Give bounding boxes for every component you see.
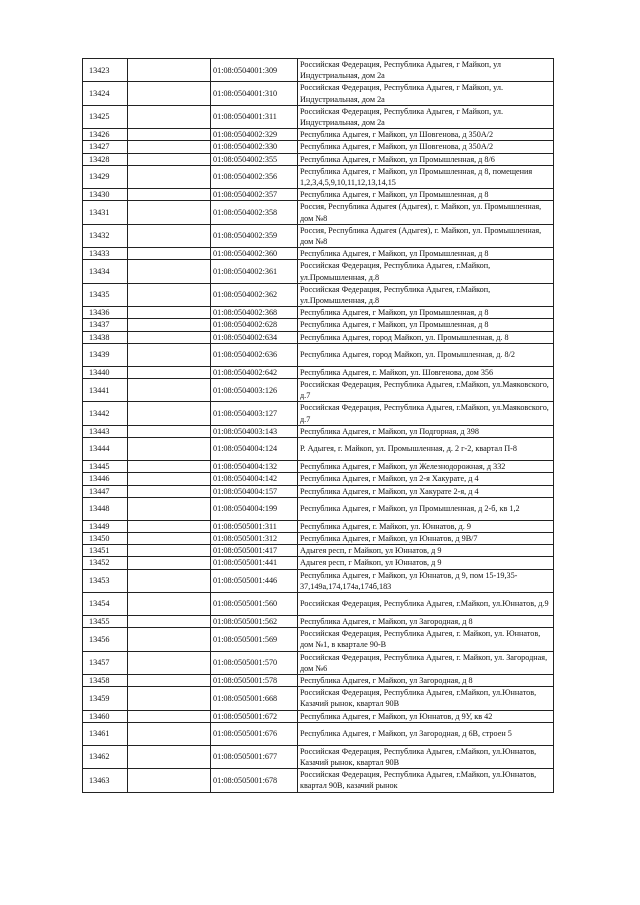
- table-row: [83, 569, 554, 592]
- blank-cell: [128, 557, 211, 569]
- table-row: [83, 497, 554, 520]
- blank-cell: [128, 497, 211, 520]
- blank-cell: [128, 674, 211, 686]
- address-cell: Республика Адыгея, г Майкоп, ул Загородная, д 6В, строен 5: [298, 722, 554, 745]
- address-cell: Российская Федерация, Республика Адыгея, г.Майкоп, ул.Юннатов, Казачий рынок, квартал 90В: [298, 745, 554, 768]
- blank-cell: [128, 248, 211, 260]
- row-number: 13458: [83, 674, 128, 686]
- address-cell: Республика Адыгея, г Майкоп, ул Шовгенова, д 350А/2: [298, 129, 554, 141]
- cadastral-number: 01:08:0505001:312: [211, 532, 298, 544]
- table-row: [83, 319, 554, 331]
- address-cell: Адыгея респ, г Майкоп, ул Юннатов, д 9: [298, 545, 554, 557]
- blank-cell: [128, 165, 211, 188]
- address-cell: Республика Адыгея, г Майкоп, ул Промышленная, д 8: [298, 189, 554, 201]
- blank-cell: [128, 402, 211, 425]
- address-cell: Россия, Республика Адыгея (Адыгея), г. Майкоп, ул. Промышленная, дом №8: [298, 224, 554, 247]
- address-cell: Республика Адыгея, г. Майкоп, ул. Шовгенова, дом 356: [298, 366, 554, 378]
- row-number: 13456: [83, 628, 128, 651]
- address-cell: Российская Федерация, Республика Адыгея, г.Майкоп, ул.Промышленная, д.8: [298, 283, 554, 306]
- row-number: 13424: [83, 82, 128, 105]
- row-number: 13440: [83, 366, 128, 378]
- table-row: [83, 615, 554, 627]
- row-number: 13451: [83, 545, 128, 557]
- table-row: [83, 402, 554, 425]
- blank-cell: [128, 722, 211, 745]
- cadastral-number: 01:08:0505001:446: [211, 569, 298, 592]
- cadastral-number: 01:08:0504002:636: [211, 343, 298, 366]
- cadastral-number: 01:08:0504002:362: [211, 283, 298, 306]
- row-number: 13450: [83, 532, 128, 544]
- table-row: [83, 105, 554, 128]
- table-row: [83, 557, 554, 569]
- address-cell: Республика Адыгея, город Майкоп, ул. Промышленная, д. 8: [298, 331, 554, 343]
- row-number: 13437: [83, 319, 128, 331]
- address-cell: Российская Федерация, Республика Адыгея, г. Майкоп, ул. Загородная, дом №6: [298, 651, 554, 674]
- address-cell: Республика Адыгея, г Майкоп, ул Юннатов, д 9В/7: [298, 532, 554, 544]
- table-row: [83, 82, 554, 105]
- blank-cell: [128, 545, 211, 557]
- cadastral-number: 01:08:0504002:359: [211, 224, 298, 247]
- table-row: [83, 129, 554, 141]
- row-number: 13426: [83, 129, 128, 141]
- table-row: [83, 473, 554, 485]
- row-number: 13457: [83, 651, 128, 674]
- table-row: [83, 224, 554, 247]
- cadastral-number: 01:08:0505001:668: [211, 687, 298, 710]
- blank-cell: [128, 201, 211, 224]
- table-row: [83, 592, 554, 615]
- row-number: 13453: [83, 569, 128, 592]
- cadastral-number: 01:08:0504002:356: [211, 165, 298, 188]
- blank-cell: [128, 520, 211, 532]
- blank-cell: [128, 260, 211, 283]
- blank-cell: [128, 687, 211, 710]
- address-cell: Р. Адыгея, г. Майкоп, ул. Промышленная, д. 2 г-2, квартал П-8: [298, 438, 554, 461]
- row-number: 13463: [83, 769, 128, 792]
- row-number: 13455: [83, 615, 128, 627]
- address-cell: Российская Федерация, Республика Адыгея, г.Майкоп, ул.Юннатов, Казачий рынок, квартал 90В: [298, 687, 554, 710]
- row-number: 13452: [83, 557, 128, 569]
- blank-cell: [128, 224, 211, 247]
- table-row: [83, 687, 554, 710]
- row-number: 13425: [83, 105, 128, 128]
- cadastral-number: 01:08:0505001:678: [211, 769, 298, 792]
- table-row: [83, 769, 554, 792]
- blank-cell: [128, 485, 211, 497]
- address-cell: Российская Федерация, Республика Адыгея, г.Майкоп, ул.Маяковского, д.7: [298, 402, 554, 425]
- row-number: 13446: [83, 473, 128, 485]
- cadastral-number: 01:08:0504002:355: [211, 153, 298, 165]
- table-row: [83, 438, 554, 461]
- row-number: 13435: [83, 283, 128, 306]
- table-row: [83, 485, 554, 497]
- blank-cell: [128, 569, 211, 592]
- address-cell: Республика Адыгея, г Майкоп, ул Промышленная, д 8: [298, 307, 554, 319]
- blank-cell: [128, 189, 211, 201]
- row-number: 13461: [83, 722, 128, 745]
- address-cell: Республика Адыгея, г. Майкоп, ул. Юннатов, д. 9: [298, 520, 554, 532]
- row-number: 13447: [83, 485, 128, 497]
- address-cell: Республика Адыгея, г Майкоп, ул Промышленная, д 8/6: [298, 153, 554, 165]
- cadastral-number: 01:08:0504002:360: [211, 248, 298, 260]
- row-number: 13460: [83, 710, 128, 722]
- row-number: 13443: [83, 425, 128, 437]
- cadastral-number: 01:08:0504003:127: [211, 402, 298, 425]
- row-number: 13432: [83, 224, 128, 247]
- cadastral-number: 01:08:0505001:672: [211, 710, 298, 722]
- table-row: [83, 745, 554, 768]
- table-row: [83, 674, 554, 686]
- cadastral-number: 01:08:0504002:361: [211, 260, 298, 283]
- table-row: [83, 366, 554, 378]
- address-cell: Республика Адыгея, г Майкоп, ул Шовгенова, д 350А/2: [298, 141, 554, 153]
- blank-cell: [128, 319, 211, 331]
- cadastral-number: 01:08:0504002:368: [211, 307, 298, 319]
- address-cell: Республика Адыгея, г Майкоп, ул Загородная, д 8: [298, 615, 554, 627]
- cadastral-number: 01:08:0504004:132: [211, 461, 298, 473]
- cadastral-number: 01:08:0504004:199: [211, 497, 298, 520]
- cadastral-number: 01:08:0505001:677: [211, 745, 298, 768]
- blank-cell: [128, 105, 211, 128]
- address-cell: Республика Адыгея, г Майкоп, ул Промышленная, д 8: [298, 248, 554, 260]
- address-cell: Республика Адыгея, г Майкоп, ул 2-я Хакурате, д 4: [298, 473, 554, 485]
- cadastral-number: 01:08:0505001:562: [211, 615, 298, 627]
- address-cell: Российская Федерация, Республика Адыгея, г.Майкоп, ул.Маяковского, д.7: [298, 379, 554, 402]
- table-row: [83, 520, 554, 532]
- row-number: 13428: [83, 153, 128, 165]
- row-number: 13448: [83, 497, 128, 520]
- table-row: [83, 189, 554, 201]
- blank-cell: [128, 59, 211, 82]
- row-number: 13436: [83, 307, 128, 319]
- address-cell: Россия, Республика Адыгея (Адыгея), г. Майкоп, ул. Промышленная, дом №8: [298, 201, 554, 224]
- blank-cell: [128, 307, 211, 319]
- cadastral-number: 01:08:0504004:124: [211, 438, 298, 461]
- row-number: 13445: [83, 461, 128, 473]
- row-number: 13431: [83, 201, 128, 224]
- table-row: [83, 628, 554, 651]
- address-cell: Российская Федерация, Республика Адыгея, г Майкоп, ул Индустриальная, дом 2а: [298, 59, 554, 82]
- table-body: [83, 59, 554, 793]
- cadastral-number: 01:08:0504001:310: [211, 82, 298, 105]
- cadastral-number: 01:08:0505001:578: [211, 674, 298, 686]
- document-page: [82, 58, 554, 793]
- row-number: 13444: [83, 438, 128, 461]
- table-row: [83, 343, 554, 366]
- row-number: 13433: [83, 248, 128, 260]
- cadastral-number: 01:08:0505001:441: [211, 557, 298, 569]
- row-number: 13434: [83, 260, 128, 283]
- row-number: 13438: [83, 331, 128, 343]
- address-cell: Российская Федерация, Республика Адыгея, г.Майкоп, ул.Промышленная, д.8: [298, 260, 554, 283]
- cadastral-number: 01:08:0504002:330: [211, 141, 298, 153]
- row-number: 13462: [83, 745, 128, 768]
- cadastral-number: 01:08:0504003:143: [211, 425, 298, 437]
- address-cell: Российская Федерация, Республика Адыгея, г.Майкоп, ул.Юннатов, д.9: [298, 592, 554, 615]
- cadastral-number: 01:08:0504001:309: [211, 59, 298, 82]
- table-row: [83, 331, 554, 343]
- blank-cell: [128, 628, 211, 651]
- table-row: [83, 545, 554, 557]
- blank-cell: [128, 379, 211, 402]
- row-number: 13449: [83, 520, 128, 532]
- blank-cell: [128, 592, 211, 615]
- blank-cell: [128, 331, 211, 343]
- cadastral-number: 01:08:0505001:570: [211, 651, 298, 674]
- row-number: 13441: [83, 379, 128, 402]
- address-cell: Республика Адыгея, г Майкоп, ул Промышленная, д 8: [298, 319, 554, 331]
- blank-cell: [128, 745, 211, 768]
- property-register-table: [82, 58, 554, 793]
- address-cell: Республика Адыгея, г Майкоп, ул Подгорная, д 398: [298, 425, 554, 437]
- address-cell: Российская Федерация, Республика Адыгея, г. Майкоп, ул. Юннатов, дом №1, в квартале 90-В: [298, 628, 554, 651]
- address-cell: Российская Федерация, Республика Адыгея, г.Майкоп, ул.Юннатов, квартал 90В, казачий рынок: [298, 769, 554, 792]
- row-number: 13430: [83, 189, 128, 201]
- cadastral-number: 01:08:0505001:311: [211, 520, 298, 532]
- blank-cell: [128, 438, 211, 461]
- table-row: [83, 307, 554, 319]
- table-row: [83, 153, 554, 165]
- row-number: 13459: [83, 687, 128, 710]
- table-row: [83, 379, 554, 402]
- cadastral-number: 01:08:0505001:569: [211, 628, 298, 651]
- cadastral-number: 01:08:0504002:634: [211, 331, 298, 343]
- table-row: [83, 425, 554, 437]
- table-row: [83, 260, 554, 283]
- row-number: 13427: [83, 141, 128, 153]
- table-row: [83, 710, 554, 722]
- cadastral-number: 01:08:0505001:560: [211, 592, 298, 615]
- blank-cell: [128, 710, 211, 722]
- cadastral-number: 01:08:0504002:628: [211, 319, 298, 331]
- row-number: 13442: [83, 402, 128, 425]
- blank-cell: [128, 615, 211, 627]
- cadastral-number: 01:08:0504004:142: [211, 473, 298, 485]
- table-row: [83, 248, 554, 260]
- blank-cell: [128, 461, 211, 473]
- address-cell: Республика Адыгея, город Майкоп, ул. Промышленная, д. 8/2: [298, 343, 554, 366]
- address-cell: Республика Адыгея, г Майкоп, ул Хакурате 2-я, д 4: [298, 485, 554, 497]
- blank-cell: [128, 532, 211, 544]
- table-row: [83, 722, 554, 745]
- row-number: 13423: [83, 59, 128, 82]
- blank-cell: [128, 473, 211, 485]
- table-row: [83, 141, 554, 153]
- cadastral-number: 01:08:0504003:126: [211, 379, 298, 402]
- table-row: [83, 59, 554, 82]
- row-number: 13454: [83, 592, 128, 615]
- cadastral-number: 01:08:0504004:157: [211, 485, 298, 497]
- cadastral-number: 01:08:0504002:358: [211, 201, 298, 224]
- address-cell: Российская Федерация, Республика Адыгея, г Майкоп, ул. Индустриальная, дом 2а: [298, 105, 554, 128]
- blank-cell: [128, 82, 211, 105]
- cadastral-number: 01:08:0504002:329: [211, 129, 298, 141]
- table-row: [83, 651, 554, 674]
- blank-cell: [128, 769, 211, 792]
- blank-cell: [128, 366, 211, 378]
- address-cell: Республика Адыгея, г Майкоп, ул Загородная, д 8: [298, 674, 554, 686]
- row-number: 13439: [83, 343, 128, 366]
- address-cell: Республика Адыгея, г Майкоп, ул Промышленная, д 8, помещения 1,2,3,4,5,9,10,11,12,13,14,15: [298, 165, 554, 188]
- table-row: [83, 532, 554, 544]
- address-cell: Республика Адыгея, г Майкоп, ул Юннатов, д 9У, кв 42: [298, 710, 554, 722]
- blank-cell: [128, 141, 211, 153]
- table-row: [83, 461, 554, 473]
- blank-cell: [128, 153, 211, 165]
- blank-cell: [128, 343, 211, 366]
- table-row: [83, 165, 554, 188]
- address-cell: Российская Федерация, Республика Адыгея, г Майкоп, ул. Индустриальная, дом 2а: [298, 82, 554, 105]
- blank-cell: [128, 283, 211, 306]
- blank-cell: [128, 651, 211, 674]
- address-cell: Адыгея респ, г Майкоп, ул Юннатов, д 9: [298, 557, 554, 569]
- cadastral-number: 01:08:0504001:311: [211, 105, 298, 128]
- blank-cell: [128, 129, 211, 141]
- table-row: [83, 283, 554, 306]
- cadastral-number: 01:08:0504002:357: [211, 189, 298, 201]
- row-number: 13429: [83, 165, 128, 188]
- blank-cell: [128, 425, 211, 437]
- cadastral-number: 01:08:0505001:676: [211, 722, 298, 745]
- address-cell: Республика Адыгея, г Майкоп, ул Юннатов, д 9, пом 15-19,35-37,149а,174,174а,174б,183: [298, 569, 554, 592]
- address-cell: Республика Адыгея, г Майкоп, ул Промышленная, д 2-б, кв 1,2: [298, 497, 554, 520]
- table-row: [83, 201, 554, 224]
- address-cell: Республика Адыгея, г Майкоп, ул Железнодорожная, д 332: [298, 461, 554, 473]
- cadastral-number: 01:08:0504002:642: [211, 366, 298, 378]
- cadastral-number: 01:08:0505001:417: [211, 545, 298, 557]
